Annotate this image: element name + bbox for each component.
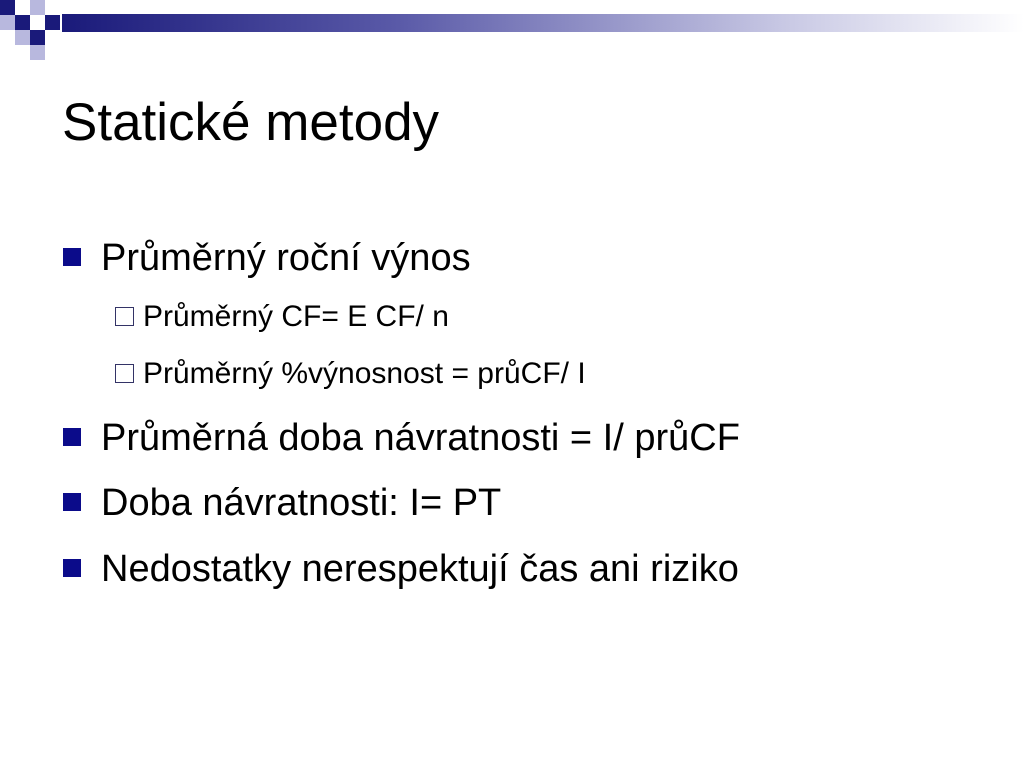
bullet-text: Průměrná doba návratnosti = I/ průCF [101,417,740,459]
bullet-text: Nedostatky nerespektují čas ani riziko [101,548,739,590]
hollow-square-icon [115,307,134,326]
sub-bullet-item [115,302,449,332]
filled-square-icon [63,559,81,577]
bullet-item [63,419,740,457]
filled-square-icon [63,493,81,511]
sub-bullet-text: Průměrný %výnosnost = průCF/ I [143,357,586,390]
bullet-item [63,484,501,522]
slide-title: Statické metody [62,93,440,152]
filled-square-icon [63,248,81,266]
bullet-text: Průměrný roční výnos [101,237,471,279]
hollow-square-icon [115,364,134,383]
bullet-item [63,550,739,588]
sub-bullet-item [115,359,586,389]
sub-bullet-text: Průměrný CF= E CF/ n [143,300,449,333]
bullet-item [63,239,471,277]
filled-square-icon [63,428,81,446]
bullet-text: Doba návratnosti: I= PT [101,482,502,524]
